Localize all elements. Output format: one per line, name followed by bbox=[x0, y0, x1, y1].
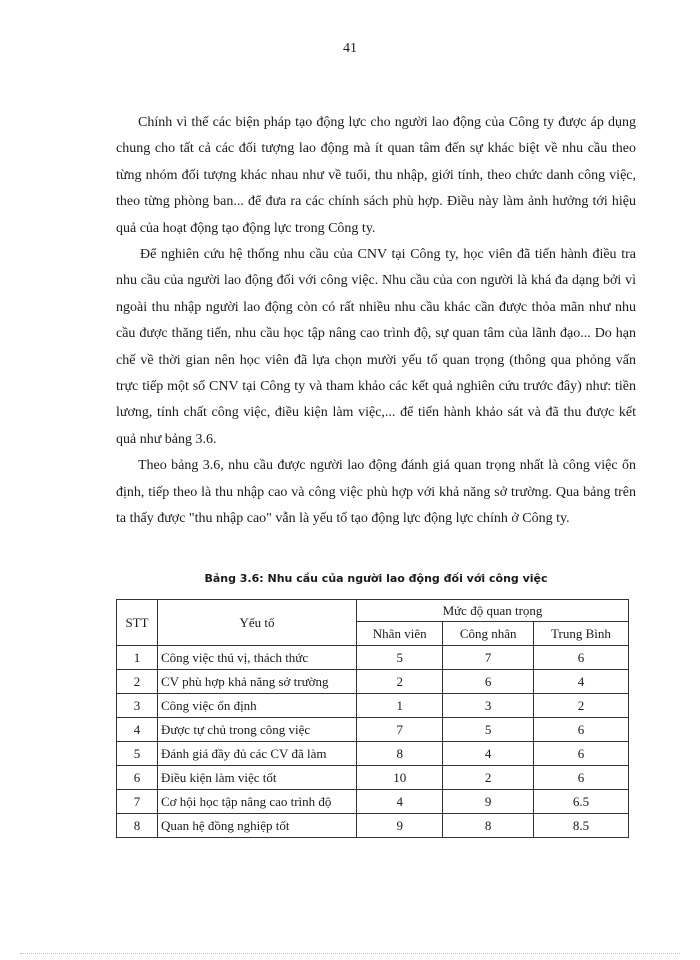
table-row bbox=[117, 814, 629, 838]
cell-factor: Cơ hội học tập nâng cao trình độ bbox=[158, 790, 357, 814]
header-trung-binh: Trung Bình bbox=[533, 622, 628, 646]
cell-cong-nhan: 4 bbox=[443, 742, 534, 766]
cell-nhan-vien: 9 bbox=[357, 814, 443, 838]
cell-trung-binh: 6 bbox=[533, 742, 628, 766]
cell-factor: CV phù hợp khả năng sở trường bbox=[158, 670, 357, 694]
cell-cong-nhan: 6 bbox=[443, 670, 534, 694]
cell-stt: 4 bbox=[117, 718, 158, 742]
cell-trung-binh: 6.5 bbox=[533, 790, 628, 814]
cell-factor: Công việc thú vị, thách thức bbox=[158, 646, 357, 670]
cell-cong-nhan: 3 bbox=[443, 694, 534, 718]
cell-nhan-vien: 5 bbox=[357, 646, 443, 670]
cell-trung-binh: 8.5 bbox=[533, 814, 628, 838]
table-row bbox=[117, 766, 629, 790]
paragraph: Để nghiên cứu hệ thống nhu cầu của CNV tại Công ty, học viên đã tiến hành điều tra nhu cầu của người lao động đối với công việc. Nhu cầu của con người là khá đa dạng bởi vì ngoài thu nhập người lao động còn có rất nhiều nhu cầu khác cần được thỏa mãn như nhu cầu được thăng tiến, nhu cầu học tập nâng cao trình độ, sự quan tâm của lãnh đạo... Do hạn chế về thời gian nên học viên đã lựa chọn mười yếu tố quan trọng (thông qua phỏng vấn trực tiếp một số CNV tại Công ty và tham khảo các kết quả nghiên cứu trước đây) như: tiền lương, tính chất công việc, điều kiện làm việc,... để tiến hành khảo sát và đã thu được kết quả như bảng 3.6. bbox=[116, 247, 636, 447]
cell-stt: 6 bbox=[117, 766, 158, 790]
header-importance-group: Mức độ quan trọng bbox=[357, 600, 629, 622]
table-row bbox=[117, 718, 629, 742]
header-factor: Yếu tố bbox=[158, 600, 357, 646]
page-number: 41 bbox=[343, 41, 357, 56]
body-text bbox=[116, 110, 636, 533]
header-nhan-vien: Nhân viên bbox=[357, 622, 443, 646]
data-table bbox=[116, 599, 629, 838]
cell-nhan-vien: 2 bbox=[357, 670, 443, 694]
table-row bbox=[117, 670, 629, 694]
cell-cong-nhan: 9 bbox=[443, 790, 534, 814]
cell-trung-binh: 6 bbox=[533, 646, 628, 670]
table-caption: Bảng 3.6: Nhu cầu của người lao động đối với công việc bbox=[204, 572, 548, 585]
cell-nhan-vien: 1 bbox=[357, 694, 443, 718]
cell-stt: 8 bbox=[117, 814, 158, 838]
cell-nhan-vien: 10 bbox=[357, 766, 443, 790]
cell-factor: Đánh giá đầy đủ các CV đã làm bbox=[158, 742, 357, 766]
header-stt: STT bbox=[117, 600, 158, 646]
page-bottom-divider bbox=[20, 953, 680, 954]
header-cong-nhan: Công nhân bbox=[443, 622, 534, 646]
cell-stt: 3 bbox=[117, 694, 158, 718]
cell-trung-binh: 6 bbox=[533, 718, 628, 742]
cell-cong-nhan: 2 bbox=[443, 766, 534, 790]
cell-cong-nhan: 8 bbox=[443, 814, 534, 838]
cell-nhan-vien: 8 bbox=[357, 742, 443, 766]
cell-trung-binh: 2 bbox=[533, 694, 628, 718]
cell-factor: Điều kiện làm việc tốt bbox=[158, 766, 357, 790]
cell-stt: 1 bbox=[117, 646, 158, 670]
table-header-row bbox=[117, 600, 629, 622]
cell-cong-nhan: 5 bbox=[443, 718, 534, 742]
cell-nhan-vien: 7 bbox=[357, 718, 443, 742]
cell-factor: Quan hệ đồng nghiệp tốt bbox=[158, 814, 357, 838]
cell-trung-binh: 4 bbox=[533, 670, 628, 694]
cell-factor: Được tự chủ trong công việc bbox=[158, 718, 357, 742]
paragraph: Chính vì thế các biện pháp tạo động lực cho người lao động của Công ty được áp dụng chung cho tất cả các đối tượng lao động mà ít quan tâm đến sự khác biệt về nhu cầu theo từng nhóm đối tượng khác nhau như về tuổi, thu nhập, giới tính, theo chức danh công việc, theo từng phòng ban... để đưa ra các chính sách phù hợp. Điều này làm ảnh hưởng tới hiệu quả của hoạt động tạo động lực trong Công ty. bbox=[116, 115, 636, 236]
table-row bbox=[117, 646, 629, 670]
cell-nhan-vien: 4 bbox=[357, 790, 443, 814]
table-row bbox=[117, 694, 629, 718]
paragraph: Theo bảng 3.6, nhu cầu được người lao động đánh giá quan trọng nhất là công việc ổn định, tiếp theo là thu nhập cao và công việc phù hợp với khả năng sở trường. Qua bảng trên ta thấy được "thu nhập cao" vẫn là yếu tố tạo động lực động lực chính ở Công ty. bbox=[116, 458, 636, 527]
cell-cong-nhan: 7 bbox=[443, 646, 534, 670]
cell-stt: 7 bbox=[117, 790, 158, 814]
table-row bbox=[117, 790, 629, 814]
cell-trung-binh: 6 bbox=[533, 766, 628, 790]
cell-stt: 5 bbox=[117, 742, 158, 766]
cell-stt: 2 bbox=[117, 670, 158, 694]
cell-factor: Công việc ổn định bbox=[158, 694, 357, 718]
table-row bbox=[117, 742, 629, 766]
